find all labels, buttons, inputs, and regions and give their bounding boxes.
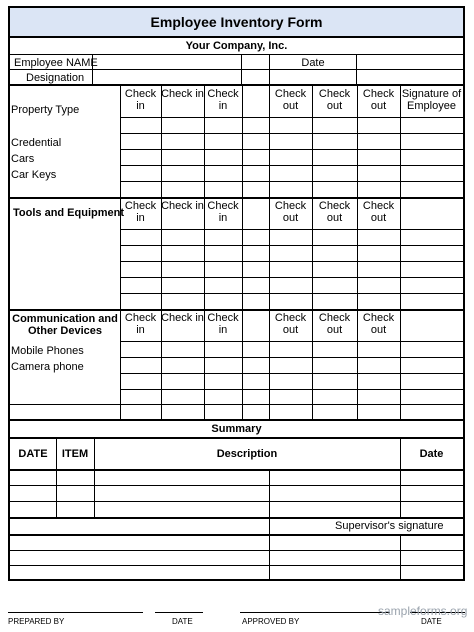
- property-item-credential: Credential: [11, 137, 62, 149]
- designation-field[interactable]: [93, 70, 241, 84]
- check-out-header: Check out: [318, 88, 351, 112]
- summary-header-description: Description: [216, 448, 278, 460]
- date-label: Date: [301, 57, 325, 69]
- check-in-header: Check in: [207, 88, 239, 112]
- supervisor-signature-label: Supervisor's signature: [335, 520, 444, 532]
- check-out-header: Check out: [362, 312, 395, 336]
- check-in-header: Check in: [161, 312, 204, 324]
- date-line-1[interactable]: [155, 612, 203, 613]
- employee-name-label: Employee NAME: [14, 57, 98, 69]
- form-title: Employee Inventory Form: [10, 8, 463, 36]
- property-item-car-keys: Car Keys: [11, 169, 57, 181]
- check-in-header: Check in: [161, 200, 204, 212]
- check-out-header: Check out: [318, 200, 351, 224]
- prepared-by-line[interactable]: [8, 612, 143, 613]
- tools-equipment-label: Tools and Equipment: [13, 207, 125, 219]
- check-out-header: Check out: [318, 312, 351, 336]
- check-in-header: Check in: [124, 312, 157, 336]
- date-field[interactable]: [357, 55, 463, 69]
- signature-header: Signature of Employee: [401, 88, 462, 112]
- employee-name-field[interactable]: [93, 55, 241, 69]
- check-out-header: Check out: [362, 200, 395, 224]
- check-in-header: Check in: [207, 200, 239, 224]
- summary-header-date-right: Date: [419, 448, 444, 460]
- designation-label: Designation: [26, 72, 85, 84]
- summary-title: Summary: [211, 423, 262, 435]
- check-out-header: Check out: [274, 312, 307, 336]
- communication-item-camera: Camera phone: [11, 361, 84, 373]
- date-label-2: DATE: [421, 617, 442, 626]
- company-name: Your Company, Inc.: [185, 40, 288, 52]
- check-in-header: Check in: [124, 200, 157, 224]
- date-label-1: DATE: [172, 617, 193, 626]
- prepared-by-label: PREPARED BY: [8, 617, 65, 626]
- check-out-header: Check out: [274, 200, 307, 224]
- communication-label: Communication and Other Devices: [12, 313, 118, 337]
- approved-by-label: APPROVED BY: [242, 617, 300, 626]
- check-out-header: Check out: [362, 88, 395, 112]
- inventory-form: [8, 6, 465, 581]
- communication-item-mobile: Mobile Phones: [11, 345, 84, 357]
- property-type-label: Property Type: [11, 104, 80, 116]
- summary-header-item: ITEM: [61, 448, 89, 460]
- approved-by-line[interactable]: [240, 612, 390, 613]
- watermark: sampleforms.org: [378, 604, 468, 618]
- check-in-header: Check in: [161, 88, 204, 100]
- property-item-cars: Cars: [11, 153, 35, 165]
- summary-header-date: DATE: [18, 448, 48, 460]
- check-out-header: Check out: [274, 88, 307, 112]
- check-in-header: Check in: [124, 88, 157, 112]
- check-in-header: Check in: [207, 312, 239, 336]
